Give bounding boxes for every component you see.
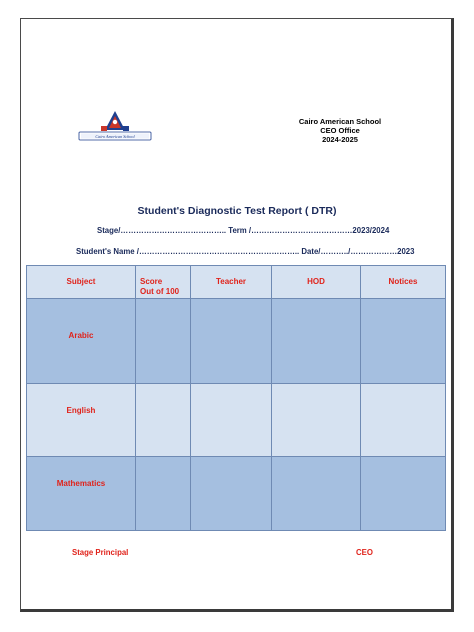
logo-caption: Cairo American School <box>95 134 135 139</box>
header-score <box>136 266 191 299</box>
notices-cell[interactable] <box>361 299 446 384</box>
subject-cell <box>27 299 136 384</box>
subject-cell <box>27 457 136 531</box>
teacher-cell[interactable] <box>191 457 272 531</box>
table-row <box>27 384 446 457</box>
table-row <box>27 299 446 384</box>
stage-principal-signature: Stage Principal <box>72 548 129 557</box>
teacher-cell[interactable] <box>191 384 272 457</box>
school-logo <box>78 108 152 142</box>
hod-cell[interactable] <box>272 384 361 457</box>
header-notices: Notices <box>361 266 446 299</box>
header-subject: Subject <box>27 266 136 299</box>
results-table <box>26 265 446 531</box>
subject-arabic: Arabic <box>68 331 94 340</box>
notices-cell[interactable] <box>361 384 446 457</box>
header-score-line2: Out of 100 <box>140 287 180 296</box>
score-cell[interactable] <box>136 384 191 457</box>
office-name: CEO Office <box>320 126 360 135</box>
notices-cell[interactable] <box>361 457 446 531</box>
table-header-row <box>27 266 446 299</box>
subject-mathematics: Mathematics <box>56 479 106 488</box>
header-hod: HOD <box>272 266 361 299</box>
subject-english: English <box>66 406 96 415</box>
header-teacher: Teacher <box>191 266 272 299</box>
stage-term-field: Stage/………………………………….. Term /…………………………………2023/2024 <box>97 226 390 235</box>
score-cell[interactable] <box>136 457 191 531</box>
subject-cell <box>27 384 136 457</box>
header-score-line1: Score <box>140 277 163 286</box>
report-title: Student's Diagnostic Test Report ( DTR) <box>137 205 337 217</box>
ceo-signature: CEO <box>356 548 373 557</box>
hod-cell[interactable] <box>272 299 361 384</box>
school-header <box>282 117 398 144</box>
school-name: Cairo American School <box>298 117 382 126</box>
school-year: 2024-2025 <box>322 135 358 144</box>
score-cell[interactable] <box>136 299 191 384</box>
hod-cell[interactable] <box>272 457 361 531</box>
teacher-cell[interactable] <box>191 299 272 384</box>
table-row <box>27 457 446 531</box>
student-name-date-field: Student's Name /…………………………………………………….. Date/………../………………2023 <box>76 247 415 256</box>
